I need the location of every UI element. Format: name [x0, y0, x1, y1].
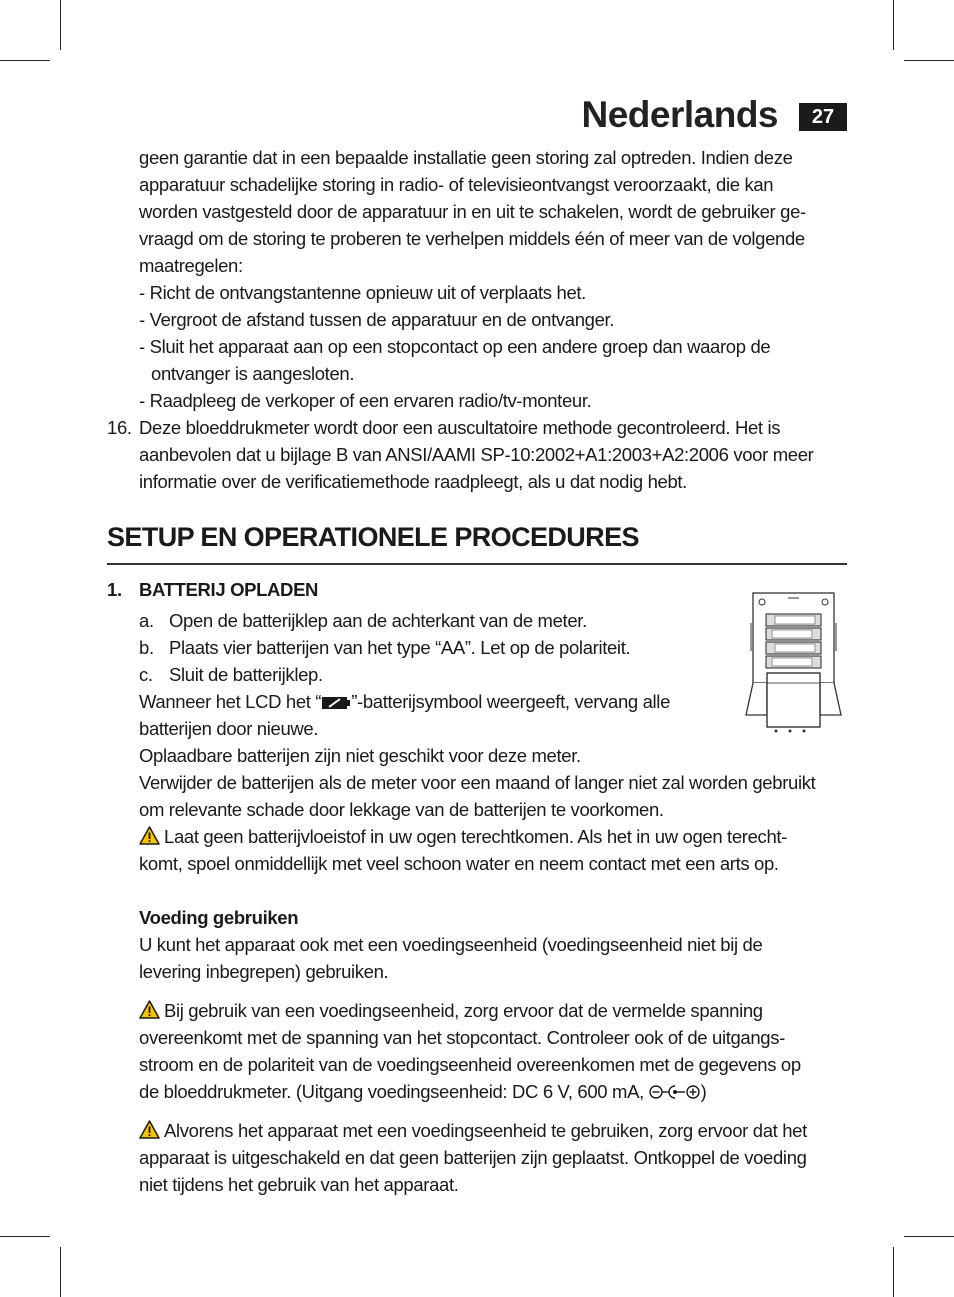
- crop-mark: [904, 1236, 954, 1237]
- page-language-title: Nederlands: [581, 94, 778, 135]
- crop-mark: [893, 0, 894, 50]
- measure-item: - Vergroot de afstand tussen de apparatuur en de ontvanger.: [139, 309, 615, 330]
- power-output-end: ): [700, 1081, 707, 1102]
- power-warning-line: overeenkomt met de spanning van het stopcontact. Controleer ook of de uitgangs-: [139, 1027, 785, 1048]
- power-warning-text: Bij gebruik van een voedingseenheid, zorg ervoor dat de vermelde spanning: [164, 1000, 763, 1021]
- lcd-text-before: Wanneer het LCD het “: [139, 691, 322, 712]
- intro-line: maatregelen:: [139, 255, 243, 276]
- measure-item: - Raadpleeg de verkoper of een ervaren radio/tv-monteur.: [139, 390, 592, 411]
- lcd-instruction: [139, 688, 670, 718]
- battery-warning-line: komt, spoel onmiddellijk met veel schoon water en neem contact met een arts op.: [139, 853, 779, 874]
- power-section-title: Voeding gebruiken: [139, 907, 299, 928]
- substep-letter: c.: [139, 664, 153, 685]
- warning-icon: [139, 999, 160, 1018]
- crop-mark: [904, 60, 954, 61]
- battery-low-icon: [321, 691, 351, 718]
- measure-item: - Sluit het apparaat aan op een stopcontact op een andere groep dan waarop de: [139, 336, 771, 357]
- power-warning-line: niet tijdens het gebruik van het apparaat.: [139, 1174, 459, 1195]
- power-output-text: de bloeddrukmeter. (Uitgang voedingseenheid: DC 6 V, 600 mA,: [139, 1081, 649, 1102]
- intro-line: vraagd om de storing te proberen te verhelpen middels één of meer van de volgende: [139, 228, 805, 249]
- battery-compartment-illustration: [745, 591, 842, 735]
- substep-letter: a.: [139, 610, 154, 631]
- crop-mark: [0, 1236, 50, 1237]
- section-divider: [107, 563, 847, 565]
- warning-icon: [139, 825, 160, 844]
- power-warning-line: [139, 997, 763, 1024]
- crop-mark: [60, 1247, 61, 1297]
- intro-line: geen garantie dat in een bepaalde installatie geen storing zal optreden. Indien deze: [139, 147, 793, 168]
- item-number: 16.: [107, 417, 132, 438]
- power-warning-line: [139, 1117, 807, 1144]
- power-warning-line: [139, 1078, 706, 1108]
- battery-warning-line: [139, 823, 787, 850]
- item16-line: informatie over de verificatiemethode raadpleegt, als u dat nodig hebt.: [139, 471, 687, 492]
- section-title: SETUP EN OPERATIONELE PROCEDURES: [107, 522, 639, 552]
- lcd-text-after: ”-batterijsymbool weergeeft, vervang alle: [351, 691, 671, 712]
- remove-batteries-line: om relevante schade door lekkage van de batterijen te voorkomen.: [139, 799, 664, 820]
- remove-batteries-line: Verwijder de batterijen als de meter voor een maand of langer niet zal worden gebruikt: [139, 772, 816, 793]
- page-number: 27: [799, 103, 847, 131]
- power-warning-text: Alvorens het apparaat met een voedingseenheid te gebruiken, zorg ervoor dat het: [164, 1120, 807, 1141]
- measure-item: - Richt de ontvangstantenne opnieuw uit of verplaats het.: [139, 282, 586, 303]
- item16-line: Deze bloeddrukmeter wordt door een auscultatoire methode gecontroleerd. Het is: [139, 417, 781, 438]
- substep-text: Open de batterijklep aan de achterkant van de meter.: [169, 610, 587, 631]
- power-intro-line: U kunt het apparaat ook met een voedingseenheid (voedingseenheid niet bij de: [139, 934, 763, 955]
- substep-letter: b.: [139, 637, 154, 658]
- substep-text: Sluit de batterijklep.: [169, 664, 323, 685]
- rechargeable-note: Oplaadbare batterijen zijn niet geschikt voor deze meter.: [139, 745, 581, 766]
- step-number: 1.: [107, 579, 122, 600]
- intro-line: apparatuur schadelijke storing in radio- of televisieontvangst veroorzaakt, die kan: [139, 174, 774, 195]
- warning-icon: [139, 1119, 160, 1138]
- item16-line: aanbevolen dat u bijlage B van ANSI/AAMI SP-10:2002+A1:2003+A2:2006 voor meer: [139, 444, 814, 465]
- crop-mark: [0, 60, 50, 61]
- lcd-instruction-line2: batterijen door nieuwe.: [139, 718, 319, 739]
- intro-line: worden vastgesteld door de apparatuur in en uit te schakelen, wordt de gebruiker ge-: [139, 201, 806, 222]
- power-warning-line: apparaat is uitgeschakeld en dat geen batterijen zijn geplaatst. Ontkoppel de voeding: [139, 1147, 807, 1168]
- polarity-icon: [649, 1081, 701, 1108]
- battery-warning-text: Laat geen batterijvloeistof in uw ogen terechtkomen. Als het in uw ogen terecht-: [164, 826, 787, 847]
- power-warning-line: stroom en de polariteit van de voedingseenheid overeenkomen met de gegevens op: [139, 1054, 801, 1075]
- crop-mark: [60, 0, 61, 50]
- step-title: BATTERIJ OPLADEN: [139, 579, 319, 600]
- power-intro-line: levering inbegrepen) gebruiken.: [139, 961, 389, 982]
- measure-item: ontvanger is aangesloten.: [151, 363, 355, 384]
- crop-mark: [893, 1247, 894, 1297]
- substep-text: Plaats vier batterijen van het type “AA”. Let op de polariteit.: [169, 637, 631, 658]
